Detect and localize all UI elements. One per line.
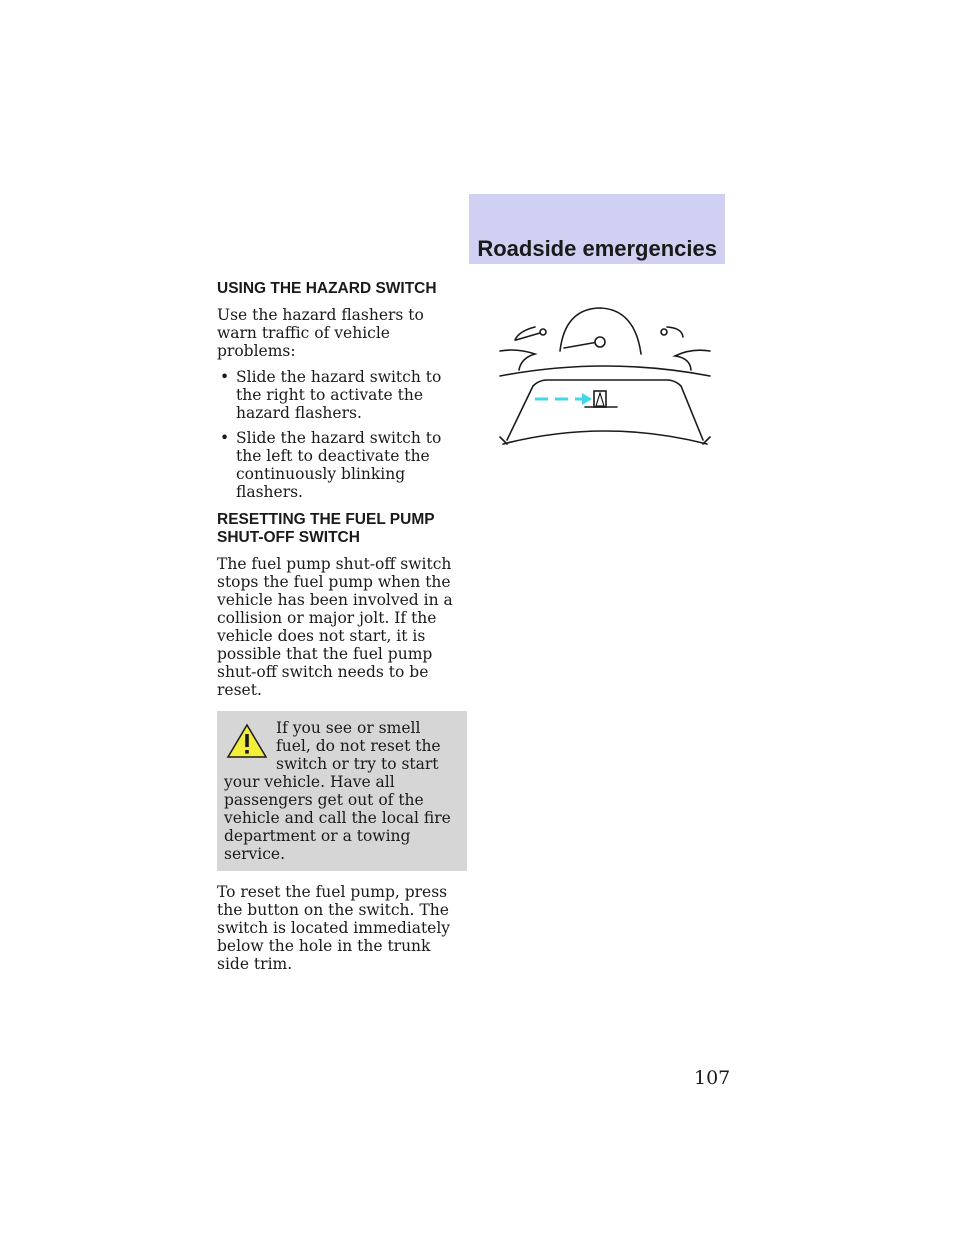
warning-triangle-icon [226,723,268,759]
hazard-heading: USING THE HAZARD SWITCH [217,280,437,297]
bullet-text: Slide the hazard switch to the right to activate the hazard flashers. [236,368,442,422]
fuel-pump-paragraph: The fuel pump shut-off switch stops the fuel pump when the vehicle has been involved in a collision or major jolt. If the vehicle does not start, it is possible that the fuel pump shut-off switch needs to be reset. [217,555,453,699]
section-header-band [469,194,725,264]
hazard-switch-dashboard-illustration [495,296,715,454]
reset-instructions: To reset the fuel pump, press the button on the switch. The switch is located immediately below the hole in the trunk side trim. [217,883,451,973]
warning-text: If you see or smell fuel, do not reset the switch or try to start your vehicle. Have all passengers get out of the vehicle and call the local fire department or a towing service. [224,719,451,863]
warning-box [217,711,467,871]
list-item [217,368,467,422]
page-number: 107 [694,1067,731,1089]
hazard-intro: Use the hazard flashers to warn traffic of vehicle problems: [217,306,424,360]
fuel-pump-heading: RESETTING THE FUEL PUMP SHUT-OFF SWITCH [217,511,435,546]
hazard-bullet-list [217,368,467,501]
bullet-icon: • [220,368,230,386]
section-title: Roadside emergencies [477,236,717,261]
main-text-column [217,280,467,981]
bullet-text: Slide the hazard switch to the left to deactivate the continuously blinking flashers. [236,429,442,501]
list-item [217,429,467,501]
bullet-icon: • [220,429,230,447]
